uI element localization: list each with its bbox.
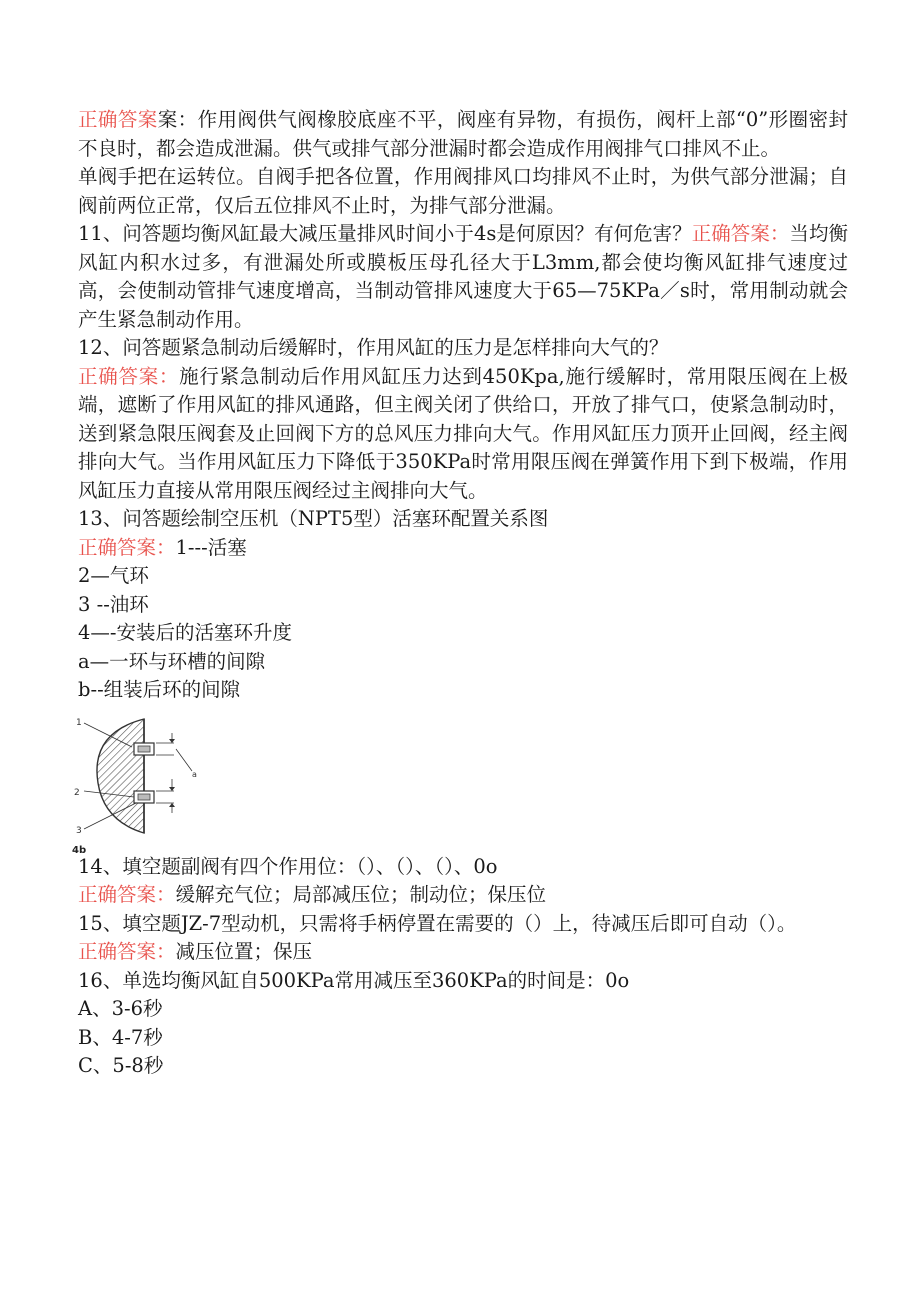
answer-text: 减压位置；保压 [175, 940, 313, 963]
answer-14 [78, 881, 848, 910]
label-2: 2 [74, 787, 80, 798]
piston-ring-diagram [72, 713, 202, 856]
answer-text: 缓解充气位；局部减压位；制动位；保压位 [175, 883, 547, 906]
oil-ring-core [138, 794, 150, 800]
answer-13-item-a: a—一环与环槽的间隙 [78, 649, 266, 673]
document-page [72, 106, 848, 1081]
answer-13-item3: 3 --油环 [78, 592, 149, 616]
answer-10-part2: 单阀手把在运转位。自阀手把各位置，作用阀排风口均排风不止时，为供气部分泄漏；自阀前两位正常，仅后五位排风不止时，为排气部分泄漏。 [78, 165, 848, 217]
question-text: 11、问答题均衡风缸最大减压量排风时间小于4s是何原因？有何危害？ [78, 222, 692, 245]
answer-label: 正确答案 [78, 108, 158, 131]
answer-text: 案：作用阀供气阀橡胶底座不平，阀座有异物，有损伤，阀杆上部“0”形圈密封不良时，都会造成泄漏。供气或排气部分泄漏时都会造成作用阀排气口排风不止。 [78, 108, 848, 160]
figure-caption: 4b [72, 844, 87, 856]
answer-text: 1---活塞 [175, 535, 247, 559]
option-a: A、3-6秒 [78, 997, 163, 1020]
answer-13-item4: 4—-安装后的活塞环升度 [78, 621, 292, 644]
gas-ring-core [138, 746, 150, 752]
question-14: 14、填空题副阀有四个作用位：（）、（）、（）、0o [78, 854, 498, 878]
answer-10-part1 [78, 106, 848, 163]
question-11 [78, 220, 848, 334]
answer-13-item-b: b--组装后环的间隙 [78, 678, 241, 701]
piston-ring-drawing [72, 713, 202, 837]
answer-label: 正确答案： [78, 883, 176, 906]
option-c: C、5-8秒 [78, 1054, 164, 1077]
question-15: 15、填空题JZ-7型动机，只需将手柄停置在需要的（）上，待减压后即可自动（）。 [78, 911, 797, 935]
answer-13-item2: 2—气环 [78, 564, 149, 587]
label-1: 1 [76, 717, 82, 728]
piston-body [97, 719, 144, 833]
answer-text: 当均衡风缸内积水过多，有泄漏处所或膜板压母孔径大于L3mm,都会使均衡风缸排气速度过高，会使制动管排气速度增高，当制动管排风速度大于65—75KPa／s时，常用制动就会产生紧急制动作用。 [78, 222, 848, 331]
answer-13-item1 [78, 534, 848, 563]
answer-12 [78, 363, 848, 506]
answer-label: 正确答案： [78, 940, 176, 963]
answer-15 [78, 938, 848, 967]
question-16: 16、单选均衡风缸自500KPa常用减压至360KPa的时间是：0o [78, 968, 630, 992]
answer-label: 正确答案： [78, 535, 176, 559]
option-b: B、4-7秒 [78, 1025, 163, 1049]
answer-label: 正确答案： [691, 222, 790, 245]
label-3: 3 [76, 825, 82, 836]
question-12: 12、问答题紧急制动后缓解时，作用风缸的压力是怎样排向大气的？ [78, 336, 669, 359]
answer-text: 施行紧急制动后作用风缸压力达到450Kpa,施行缓解时，常用限压阀在上极端，遮断了作用风缸的排风通路，但主阀关闭了供给口，开放了排气口，使紧急制动时，送到紧急限压阀套及止回阀下方的总风压力排向大气。作用风缸压力顶开止回阀，经主阀排向大气。当作用风缸压力下降低于350KPa时常用限压阀在弹簧作用下到下极端，作用风缸压力直接从常用限压阀经过主阀排向大气。 [78, 364, 848, 502]
question-13: 13、问答题绘制空压机（NPT5型）活塞环配置关系图 [78, 507, 549, 530]
answer-label: 正确答案： [78, 364, 180, 388]
label-a: a [192, 769, 197, 779]
